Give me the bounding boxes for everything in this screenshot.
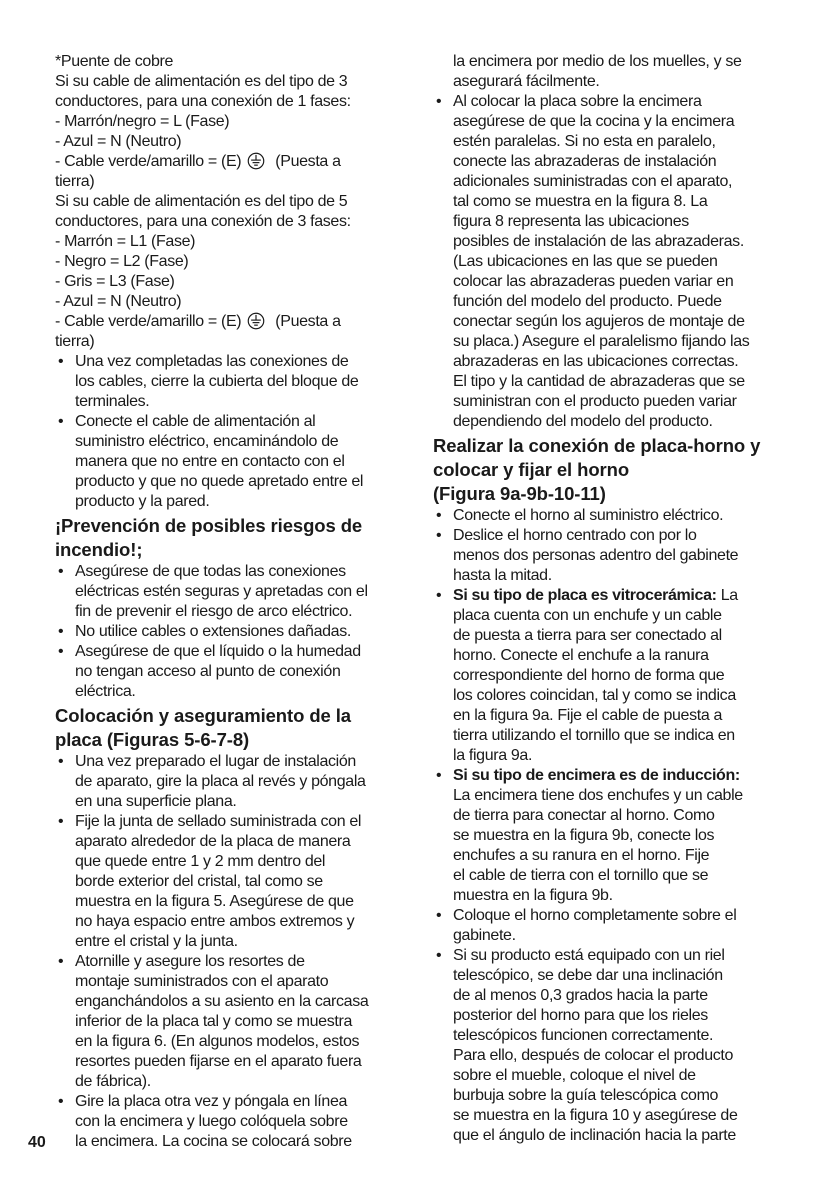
bullet-continuation: inferior de la placa tal y como se muestra: [75, 1013, 352, 1030]
bullet-continuation: enganchándolos a su asiento en la carcasa: [75, 993, 369, 1010]
bullet-continuation: placa cuenta con un enchufe y un cable: [453, 607, 722, 624]
bullet-continuation: en la figura 9a. Fije el cable de puesta a: [453, 707, 723, 724]
bullet-item: • Una vez completadas las conexiones de: [55, 352, 407, 372]
text-fragment: - Cable verde/amarillo = (E): [55, 313, 242, 330]
bullet-continuation: La encimera tiene dos enchufes y un cable: [453, 787, 743, 804]
bullet-continuation: los cables, cierre la cubierta del bloque de: [75, 373, 359, 390]
bullet-continuation: muestra en la figura 5. Asegúrese de que: [75, 893, 354, 910]
bullet-continuation: de puesta a tierra para ser conectado al: [453, 627, 722, 644]
bullet-continuation: posterior del horno para que los rieles: [453, 1007, 708, 1024]
bullet-continuation: la figura 9a.: [453, 747, 533, 764]
text-line: tierra): [55, 333, 95, 350]
page-number: 40: [28, 1134, 46, 1151]
bullet-continuation: se muestra en la figura 9b, conecte los: [453, 827, 715, 844]
text-line: Si su cable de alimentación es del tipo de 5: [55, 193, 348, 210]
bullet-continuation: de fábrica).: [75, 1073, 151, 1090]
bullet-continuation: función del modelo del producto. Puede: [453, 293, 722, 310]
text-line: conductores, para una conexión de 3 fases:: [55, 213, 351, 230]
section-heading: ¡Prevención de posibles riesgos de: [55, 515, 363, 536]
section-heading: Colocación y aseguramiento de la: [55, 705, 351, 726]
bullet-item: • Si su producto está equipado con un riel: [433, 946, 785, 966]
bold-lead: Si su tipo de placa es vitrocerámica:: [453, 587, 717, 604]
bullet-continuation: no tengan acceso al punto de conexión: [75, 663, 341, 680]
wiring-instructions: [55, 52, 407, 352]
text-line: tierra): [55, 173, 95, 190]
text-line: conductores, para una conexión de 1 fases:: [55, 93, 351, 110]
earth-ground-icon: [247, 312, 265, 330]
bullet-continuation: en una superficie plana.: [75, 793, 237, 810]
bullet-continuation: suministran con el producto pueden variar: [453, 393, 737, 410]
bullet-continuation: muestra en la figura 9b.: [453, 887, 613, 904]
section-heading: incendio!;: [55, 539, 143, 560]
bullet-continuation: borde exterior del cristal, tal como se: [75, 873, 323, 890]
bullet-continuation: asegúrese de que la cocina y la encimera: [453, 113, 735, 130]
bullet-item: • Gire la placa otra vez y póngala en línea: [55, 1092, 407, 1112]
bullet-continuation: producto y la pared.: [75, 493, 210, 510]
bullet-continuation: asegurará fácilmente.: [453, 73, 600, 90]
bullet-continuation: burbuja sobre la guía telescópica como: [453, 1087, 719, 1104]
bullet-continuation: menos dos personas adentro del gabinete: [453, 547, 739, 564]
bullet-continuation: enchufes a su ranura en el horno. Fije: [453, 847, 710, 864]
bullet-continuation: abrazaderas en las ubicaciones correctas.: [453, 353, 739, 370]
text-line: [55, 312, 407, 332]
bullet-continuation: conecte las abrazaderas de instalación: [453, 153, 717, 170]
bullet-continuation: hasta la mitad.: [453, 567, 552, 584]
bullet-continuation: se muestra en la figura 10 y asegúrese de: [453, 1107, 738, 1124]
bullet-continuation: adicionales suministradas con el aparato,: [453, 173, 733, 190]
left-column: [55, 52, 407, 1152]
bullet-continuation: suministro eléctrico, encaminándolo de: [75, 433, 339, 450]
section-heading: Realizar la conexión de placa-horno y: [433, 435, 761, 456]
bullet-continuation: los colores coincidan, tal y como se indica: [453, 687, 736, 704]
bullet-item: • Una vez preparado el lugar de instalación: [55, 752, 407, 772]
bullet-item: • Atornille y asegure los resortes de: [55, 952, 407, 972]
bullet-continuation: de aparato, gire la placa al revés y póngala: [75, 773, 366, 790]
bullet-continuation: eléctricas estén seguras y apretadas con el: [75, 583, 368, 600]
text-line: - Azul = N (Neutro): [55, 133, 182, 150]
bullet-continuation: la encimera. La cocina se colocará sobre: [75, 1133, 352, 1150]
text-line: - Negro = L2 (Fase): [55, 253, 189, 270]
bullet-continuation: eléctrica.: [75, 683, 136, 700]
bullet-continuation: entre el cristal y la junta.: [75, 933, 238, 950]
bullet-continuation: correspondiente del horno de forma que: [453, 667, 725, 684]
section-heading: (Figura 9a-9b-10-11): [433, 483, 606, 504]
bullet-continuation: Para ello, después de colocar el producto: [453, 1047, 734, 1064]
text-line: - Azul = N (Neutro): [55, 293, 182, 310]
earth-ground-icon: [247, 152, 265, 170]
bullet-continuation: gabinete.: [453, 927, 516, 944]
text-line: - Marrón = L1 (Fase): [55, 233, 196, 250]
bullet-continuation: terminales.: [75, 393, 150, 410]
bullet-continuation: tal como se muestra en la figura 8. La: [453, 193, 708, 210]
bullet-continuation: telescópicos funcionen correctamente.: [453, 1027, 714, 1044]
bullet-continuation: la encimera por medio de los muelles, y se: [453, 53, 742, 70]
bullet-continuation: sobre el mueble, coloque el nivel de: [453, 1067, 696, 1084]
right-column: [433, 52, 785, 1146]
bullet-continuation: telescópico, se debe dar una inclinación: [453, 967, 723, 984]
text-fragment: La: [716, 587, 738, 604]
bullet-continuation: dependiendo del modelo del producto.: [453, 413, 713, 430]
bullet-item: [433, 586, 785, 606]
text-line: - Marrón/negro = L (Fase): [55, 113, 230, 130]
text-line: [55, 152, 407, 172]
text-fragment: (Puesta a: [275, 153, 341, 170]
bullet-continuation: manera que no entre en contacto con el: [75, 453, 345, 470]
bullet-continuation: colocar las abrazaderas pueden variar en: [453, 273, 734, 290]
bullet-continuation: estén paralelas. Si no esta en paralelo,: [453, 133, 716, 150]
text-line: Si su cable de alimentación es del tipo de 3: [55, 73, 348, 90]
bold-lead: Si su tipo de encimera es de inducción:: [453, 767, 740, 784]
text-fragment: (Puesta a: [275, 313, 341, 330]
section-heading: colocar y fijar el horno: [433, 459, 630, 480]
bullet-item: • Al colocar la placa sobre la encimera: [433, 92, 785, 112]
bullet-item: • No utilice cables o extensiones dañadas.: [55, 622, 407, 642]
bullet-continuation: de tierra para conectar al horno. Como: [453, 807, 715, 824]
bullet-continuation: fin de prevenir el riesgo de arco eléctrico.: [75, 603, 353, 620]
section-heading: placa (Figuras 5-6-7-8): [55, 729, 250, 750]
bullet-item: • Fije la junta de sellado suministrada con el: [55, 812, 407, 832]
bullet-continuation: aparato alrededor de la placa de manera: [75, 833, 351, 850]
bullet-continuation: con la encimera y luego colóquela sobre: [75, 1113, 348, 1130]
bullet-item: • Deslice el horno centrado con por lo: [433, 526, 785, 546]
bullet-continuation: su placa.) Asegure el paralelismo fijando las: [453, 333, 750, 350]
bullet-continuation: en la figura 6. (En algunos modelos, estos: [75, 1033, 360, 1050]
bullet-continuation: que quede entre 1 y 2 mm dentro del: [75, 853, 326, 870]
bullet-item: • Asegúrese de que todas las conexiones: [55, 562, 407, 582]
bullet-continuation: de al menos 0,3 grados hacia la parte: [453, 987, 708, 1004]
bullet-continuation: El tipo y la cantidad de abrazaderas que se: [453, 373, 745, 390]
bullet-item: • Conecte el cable de alimentación al: [55, 412, 407, 432]
bullet-item: • Conecte el horno al suministro eléctrico.: [433, 506, 785, 526]
bullet-item: • Asegúrese de que el líquido o la humedad: [55, 642, 407, 662]
bullet-continuation: posibles de instalación de las abrazaderas.: [453, 233, 744, 250]
bullet-continuation: que el ángulo de inclinación hacia la parte: [453, 1127, 736, 1144]
bullet-continuation: (Las ubicaciones en las que se pueden: [453, 253, 718, 270]
bullet-continuation: montaje suministrados con el aparato: [75, 973, 329, 990]
bullet-continuation: conectar según los agujeros de montaje de: [453, 313, 745, 330]
text-line: - Gris = L3 (Fase): [55, 273, 175, 290]
text-fragment: - Cable verde/amarillo = (E): [55, 153, 242, 170]
bullet-continuation: horno. Conecte el enchufe a la ranura: [453, 647, 709, 664]
bullet-continuation: tierra utilizando el tornillo que se indica en: [453, 727, 735, 744]
bullet-continuation: el cable de tierra con el tornillo que se: [453, 867, 709, 884]
bullet-continuation: figura 8 representa las ubicaciones: [453, 213, 689, 230]
bullet-continuation: no haya espacio entre ambos extremos y: [75, 913, 355, 930]
bullet-continuation: producto y que no quede apretado entre el: [75, 473, 364, 490]
bullet-item: • Coloque el horno completamente sobre el: [433, 906, 785, 926]
bullet-item: [433, 766, 785, 786]
text-line: *Puente de cobre: [55, 53, 174, 70]
bullet-continuation: resortes pueden fijarse en el aparato fuera: [75, 1053, 362, 1070]
